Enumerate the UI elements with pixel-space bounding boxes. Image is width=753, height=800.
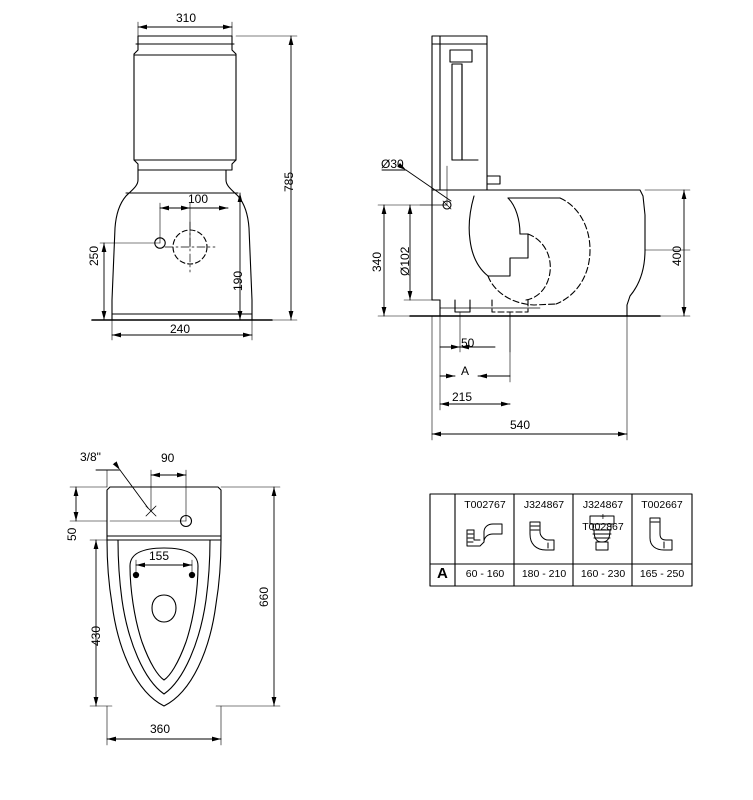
dim-side-outlet-center: 215 [452,390,473,404]
table-range-4: 165 - 250 [639,568,685,580]
table-code-2: J324867 [523,499,565,511]
dim-front-total-height: 785 [282,171,296,192]
dim-plan-width: 360 [150,722,171,736]
dim-front-width-top: 310 [176,11,197,25]
plan-view-geometry [107,487,221,706]
dim-plan-bowl-depth: 430 [89,625,103,646]
connector-icons [467,516,672,550]
dim-plan-fixing-centres: 155 [149,549,170,563]
table-range-2: 180 - 210 [521,568,567,580]
table-row-label: A [437,565,448,582]
table-code-3: J324867 [582,499,624,511]
table-range-3: 160 - 230 [580,568,626,580]
dim-side-outlet-offset: 50 [461,336,475,350]
dim-front-inlet-offset: 100 [188,192,209,206]
dim-side-outlet-diameter: Ø102 [398,246,412,276]
angled-pan-connector-icon [530,522,554,550]
dim-side-inlet-diameter: Ø30 [381,157,404,171]
side-dimension-arrows [382,170,684,434]
dim-side-letter-a: A [461,364,470,378]
dim-front-base-height: 190 [231,270,245,291]
dim-plan-inlet-thread: 3/8" [80,450,101,464]
table-range-1: 60 - 160 [465,568,505,580]
plan-dimension-lines [70,470,280,745]
table-code-3-plus: + [599,511,607,523]
offset-pan-connector-icon [467,524,502,546]
front-elevation-geometry [92,36,272,320]
front-dimension-arrows [104,27,291,335]
table-code-4: T002667 [641,499,683,511]
side-section-geometry [410,36,660,316]
dim-side-seat-height: 400 [670,245,684,266]
table-code-3-second: T002867 [582,521,624,533]
dim-plan-inlet-offset-x: 90 [161,451,175,465]
dim-plan-inlet-offset-y: 50 [65,527,79,541]
dim-front-inlet-height: 250 [87,245,101,266]
bend-pan-connector-icon [650,518,672,550]
table-code-1: T002767 [464,499,506,511]
dim-side-outlet-height: 340 [370,251,384,272]
dim-side-total-depth: 540 [510,418,531,432]
dim-plan-total-depth: 660 [257,586,271,607]
side-dimension-lines [378,166,690,440]
front-dimension-lines [96,22,297,340]
dim-front-base-width: 240 [170,322,191,336]
